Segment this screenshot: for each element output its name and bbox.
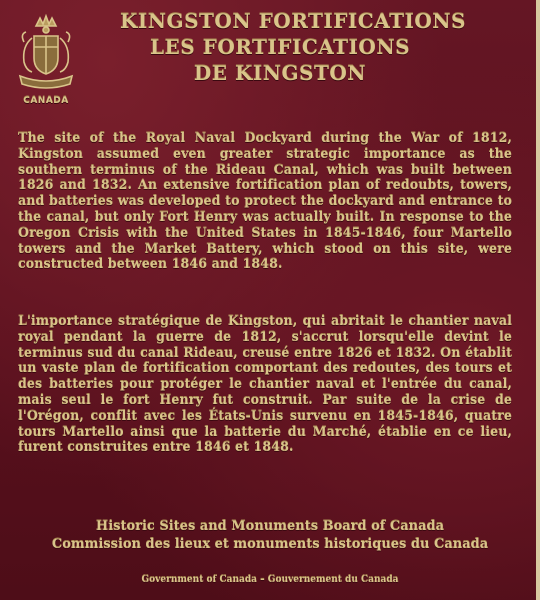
title-line-1: KINGSTON FORTIFICATIONS [120, 9, 467, 33]
english-paragraph: The site of the Royal Naval Dockyard during the War of 1812, Kingston assumed even greater strategic importance as the southern terminus of the Rideau Canal, which was built between 1826 and 1832. An extensive fortification plan of redoubts, towers, and batteries was developed to protect the dockyard and entrance to the canal, but only Fort Henry was actually built. In response to the Oregon Crisis with the United States in 1845-1846, four Martello towers and the Market Battery, which stood on this site, were constructed between 1846 and 1848. [18, 130, 512, 272]
title-line-2: LES FORTIFICATIONS [149, 35, 411, 59]
coat-of-arms-icon [14, 12, 78, 110]
title-line-3: DE KINGSTON [193, 61, 367, 85]
board-name-english: Historic Sites and Monuments Board of Canada [95, 519, 445, 534]
crest-canada-label: CANADA [23, 96, 69, 106]
board-name-french: Commission des lieux et monuments historiques du Canada [51, 537, 489, 552]
french-paragraph: L'importance stratégique de Kingston, qui abritait le chantier naval royal pendant la guerre de 1812, s'accrut lorsqu'elle devint le terminus sud du canal Rideau, creusé entre 1826 et 1832. On établit un vaste plan de fortification comportant des redoutes, des tours et des batteries pour protéger le chantier naval et l'entrée du canal, mais seul le fort Henry fut construit. Par suite de la crise de l'Orégon, conflit avec les États-Unis survenu en 1845-1846, quatre tours Martello ainsi que la batterie du Marché, établie en ce lieu, furent construites entre 1846 et 1848. [18, 313, 512, 455]
plaque-title [120, 8, 467, 86]
government-attribution: Government of Canada – Gouvernement du Canada [141, 575, 399, 585]
